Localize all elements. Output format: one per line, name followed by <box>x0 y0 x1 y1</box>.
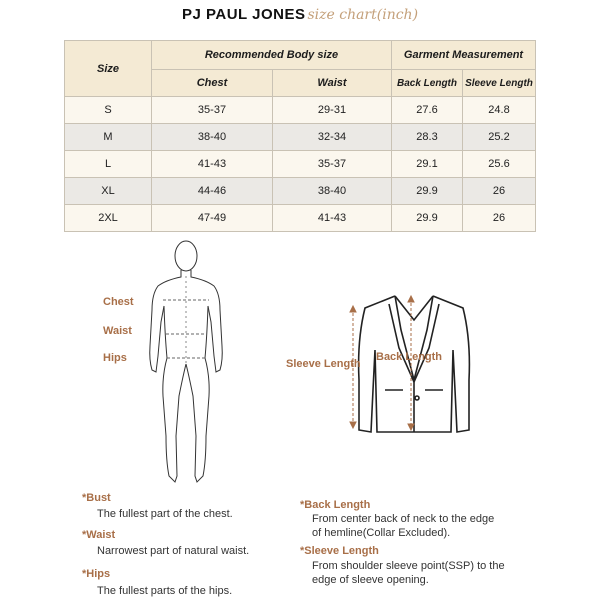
table-row <box>65 205 536 232</box>
bust-definition-text: The fullest part of the chest. <box>97 508 233 520</box>
waist-definition-text: Narrowest part of natural waist. <box>97 545 250 557</box>
back-length-cell: 29.9 <box>392 205 463 232</box>
chest-cell: 35-37 <box>152 97 273 124</box>
back-length-cell: 29.1 <box>392 151 463 178</box>
size-cell: L <box>65 151 152 178</box>
sleeve-length-definition-text-1: From shoulder sleeve point(SSP) to the <box>312 560 505 572</box>
waist-column-header: Waist <box>273 70 392 97</box>
waist-definition-title: *Waist <box>82 529 116 541</box>
sleeve-length-cell: 25.2 <box>463 124 536 151</box>
waist-cell: 41-43 <box>273 205 392 232</box>
jacket-back-length-label: Back Length <box>376 351 443 363</box>
table-row <box>65 178 536 205</box>
jacket-illustration <box>345 290 485 440</box>
chart-title <box>0 6 600 23</box>
size-cell: 2XL <box>65 205 152 232</box>
size-table <box>64 40 536 232</box>
back-length-definition-text-2: of hemline(Collar Excluded). <box>312 527 451 539</box>
brand-name: PJ PAUL JONES <box>181 6 306 23</box>
hips-label: Hips <box>103 352 127 364</box>
chest-label: Chest <box>103 296 134 308</box>
hips-definition-text: The fullest parts of the hips. <box>97 585 233 597</box>
size-cell: S <box>65 97 152 124</box>
sleeve-length-definition-text-2: edge of sleeve opening. <box>312 574 429 586</box>
sleeve-length-column-header: Sleeve Length <box>463 70 536 97</box>
chest-cell: 44-46 <box>152 178 273 205</box>
sleeve-length-cell: 26 <box>463 178 536 205</box>
back-length-column-header: Back Length <box>392 70 463 97</box>
back-length-cell: 29.9 <box>392 178 463 205</box>
chest-cell: 47-49 <box>152 205 273 232</box>
hips-definition-title: *Hips <box>82 568 111 580</box>
sleeve-length-cell: 25.6 <box>463 151 536 178</box>
back-length-definition-title: *Back Length <box>300 499 371 511</box>
waist-cell: 32-34 <box>273 124 392 151</box>
size-column-header: Size <box>65 41 152 97</box>
body-size-group-header: Recommended Body size <box>152 41 392 70</box>
back-length-cell: 27.6 <box>392 97 463 124</box>
jacket-sleeve-length-label: Sleeve Length <box>286 358 361 370</box>
back-length-definition-text-1: From center back of neck to the edge <box>312 513 495 525</box>
waist-cell: 29-31 <box>273 97 392 124</box>
sleeve-length-cell: 26 <box>463 205 536 232</box>
size-cell: XL <box>65 178 152 205</box>
title-subtitle: size chart(inch) <box>307 7 419 23</box>
chest-cell: 41-43 <box>152 151 273 178</box>
chest-cell: 38-40 <box>152 124 273 151</box>
body-figure-illustration <box>148 236 258 486</box>
back-length-cell: 28.3 <box>392 124 463 151</box>
bust-definition-title: *Bust <box>82 492 111 504</box>
table-row <box>65 97 536 124</box>
waist-label: Waist <box>103 325 132 337</box>
table-row <box>65 151 536 178</box>
garment-group-header: Garment Measurement <box>392 41 536 70</box>
waist-cell: 38-40 <box>273 178 392 205</box>
sleeve-length-cell: 24.8 <box>463 97 536 124</box>
waist-cell: 35-37 <box>273 151 392 178</box>
size-cell: M <box>65 124 152 151</box>
table-row <box>65 124 536 151</box>
chest-column-header: Chest <box>152 70 273 97</box>
sleeve-length-definition-title: *Sleeve Length <box>300 545 379 557</box>
table-header-row <box>65 41 536 70</box>
